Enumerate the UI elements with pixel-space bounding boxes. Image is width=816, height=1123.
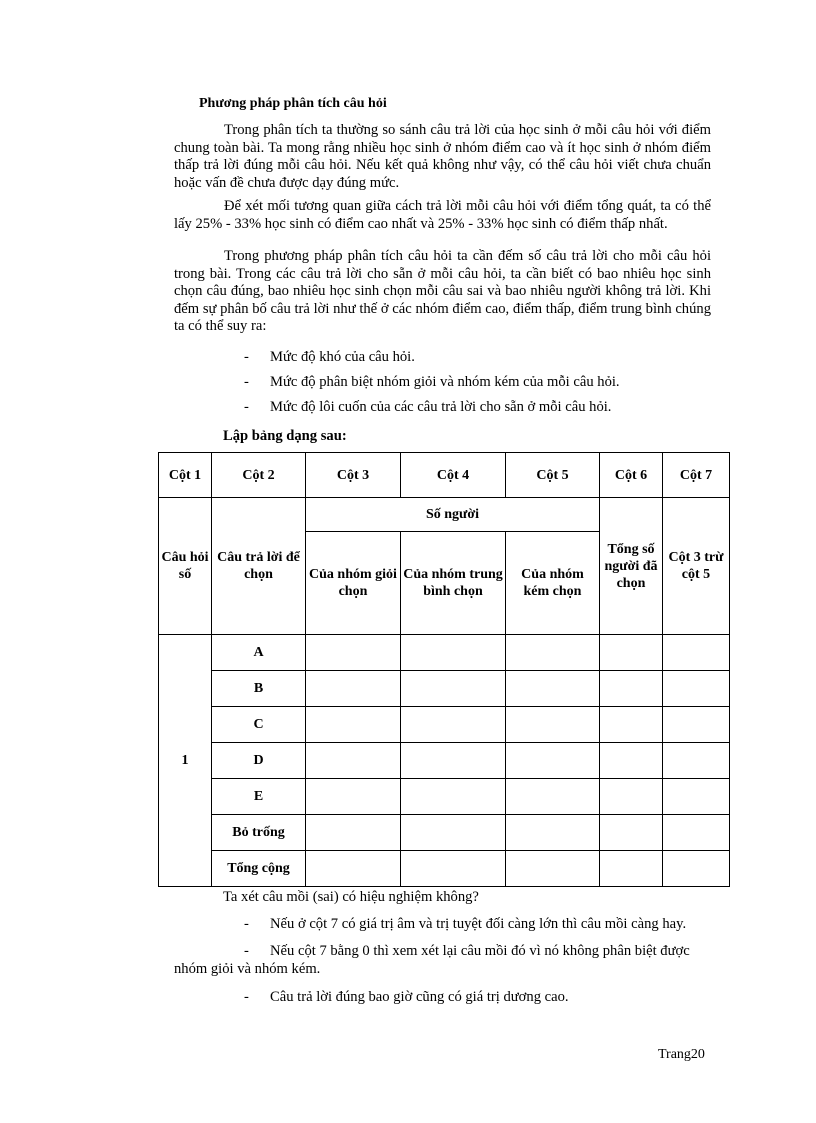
- empty-cell: [663, 635, 730, 671]
- empty-cell: [506, 851, 600, 887]
- col3-minus-col5-header: Cột 3 trừ cột 5: [663, 498, 730, 635]
- page-number: Trang20: [658, 1047, 705, 1062]
- bullet-item: [244, 374, 714, 392]
- col-header: Cột 7: [663, 453, 730, 498]
- answer-cell: Bỏ trống: [212, 815, 306, 851]
- total-chosen-header: Tổng số người đã chọn: [600, 498, 663, 635]
- empty-cell: [401, 743, 506, 779]
- col-header: Cột 4: [401, 453, 506, 498]
- col-header: Cột 6: [600, 453, 663, 498]
- empty-cell: [401, 815, 506, 851]
- empty-cell: [663, 707, 730, 743]
- answer-cell: B: [212, 671, 306, 707]
- paragraph-2: Để xét mối tương quan giữa cách trả lời mỗi câu hỏi với điểm tổng quát, ta có thể lấy 25% - 33% học sinh có điểm cao nhất và 25% - 33% học sinh có điểm thấp nhất.: [174, 198, 711, 232]
- paragraph-1: Trong phân tích ta thường so sánh câu trả lời của học sinh ở mỗi câu hỏi với điểm chung toàn bài. Ta mong rằng nhiều học sinh ở nhóm điểm cao và ít học sinh ở nhóm điểm thấp trả lời đúng mỗi câu hỏi. Nếu kết quả không như vậy, có thể câu hỏi viết chưa chuẩn hoặc vấn đề chưa được dạy đúng mức.: [174, 122, 711, 191]
- average-group-header: Của nhóm trung bình chọn: [401, 532, 506, 635]
- empty-cell: [663, 671, 730, 707]
- col-header: Cột 3: [306, 453, 401, 498]
- bullet-dash: -: [244, 349, 249, 365]
- bullet-text: Nếu ở cột 7 có giá trị âm và trị tuyệt đối càng lớn thì câu mồi càng hay.: [270, 916, 687, 932]
- empty-cell: [306, 851, 401, 887]
- col-header: Cột 5: [506, 453, 600, 498]
- empty-cell: [306, 635, 401, 671]
- after-table-text: Ta xét câu mồi (sai) có hiệu nghiệm không?: [223, 889, 479, 905]
- table-row: [159, 743, 730, 779]
- question-number-cell: 1: [159, 635, 212, 887]
- answer-choice-header: Câu trả lời để chọn: [212, 498, 306, 635]
- empty-cell: [663, 815, 730, 851]
- table-subheader-row: [159, 498, 730, 532]
- after-bullet-item: [174, 943, 714, 978]
- table-header-row: [159, 453, 730, 498]
- bullet-dash: -: [244, 399, 249, 415]
- empty-cell: [600, 743, 663, 779]
- empty-cell: [600, 779, 663, 815]
- after-bullet-item: [244, 989, 714, 1007]
- empty-cell: [306, 743, 401, 779]
- after-bullet-item: [244, 916, 714, 934]
- empty-cell: [506, 815, 600, 851]
- bullet-dash: -: [244, 374, 249, 390]
- empty-cell: [401, 671, 506, 707]
- bullet-text: Câu trả lời đúng bao giờ cũng có giá trị dương cao.: [270, 989, 569, 1005]
- bullet-text: Mức độ khó của câu hỏi.: [270, 349, 415, 365]
- empty-cell: [401, 635, 506, 671]
- empty-cell: [506, 707, 600, 743]
- answer-cell: D: [212, 743, 306, 779]
- empty-cell: [663, 779, 730, 815]
- empty-cell: [600, 635, 663, 671]
- bullet-text: Nếu cột 7 bằng 0 thì xem xét lại câu mồi đó vì nó không phân biệt được nhóm giỏi và nhóm kém.: [174, 943, 690, 977]
- bullet-text: Mức độ phân biệt nhóm giỏi và nhóm kém của mỗi câu hỏi.: [270, 374, 620, 390]
- weak-group-header: Của nhóm kém chọn: [506, 532, 600, 635]
- so-nguoi-header: Số người: [306, 498, 600, 532]
- empty-cell: [401, 707, 506, 743]
- empty-cell: [600, 851, 663, 887]
- table-row: [159, 635, 730, 671]
- analysis-table: [158, 452, 730, 887]
- bullet-dash: -: [244, 943, 249, 959]
- empty-cell: [663, 743, 730, 779]
- bullet-item: [244, 399, 714, 417]
- answer-cell: C: [212, 707, 306, 743]
- table-row: [159, 779, 730, 815]
- table-title: Lập bảng dạng sau:: [223, 428, 347, 444]
- good-group-header: Của nhóm giỏi chọn: [306, 532, 401, 635]
- empty-cell: [306, 707, 401, 743]
- empty-cell: [306, 671, 401, 707]
- table-row: [159, 851, 730, 887]
- table-row: [159, 671, 730, 707]
- answer-cell: Tổng cộng: [212, 851, 306, 887]
- empty-cell: [600, 815, 663, 851]
- empty-cell: [506, 671, 600, 707]
- empty-cell: [506, 779, 600, 815]
- answer-cell: E: [212, 779, 306, 815]
- table-row: [159, 707, 730, 743]
- empty-cell: [600, 707, 663, 743]
- empty-cell: [306, 779, 401, 815]
- question-number-header: Câu hỏi số: [159, 498, 212, 635]
- empty-cell: [506, 743, 600, 779]
- col-header: Cột 2: [212, 453, 306, 498]
- col-header: Cột 1: [159, 453, 212, 498]
- empty-cell: [506, 635, 600, 671]
- paragraph-3: Trong phương pháp phân tích câu hỏi ta cần đếm số câu trả lời cho mỗi câu hỏi trong bài. Trong các câu trả lời cho sẵn ở mỗi câu hỏi, ta cần biết có bao nhiêu học sinh chọn câu đúng, bao nhiêu học sinh chọn mỗi câu sai và bao nhiêu người không trả lời. Khi đếm sự phân bố câu trả lời như thế ở các nhóm điểm cao, điểm thấp, điểm trung bình chúng ta có thể suy ra:: [174, 248, 711, 334]
- section-heading: Phương pháp phân tích câu hỏi: [199, 96, 387, 111]
- empty-cell: [401, 851, 506, 887]
- table-row: [159, 815, 730, 851]
- bullet-dash: -: [244, 916, 249, 932]
- bullet-item: [244, 349, 714, 367]
- answer-cell: A: [212, 635, 306, 671]
- empty-cell: [401, 779, 506, 815]
- bullet-dash: -: [244, 989, 249, 1005]
- empty-cell: [600, 671, 663, 707]
- empty-cell: [663, 851, 730, 887]
- bullet-text: Mức độ lôi cuốn của các câu trả lời cho sẵn ở mỗi câu hỏi.: [270, 399, 612, 415]
- empty-cell: [306, 815, 401, 851]
